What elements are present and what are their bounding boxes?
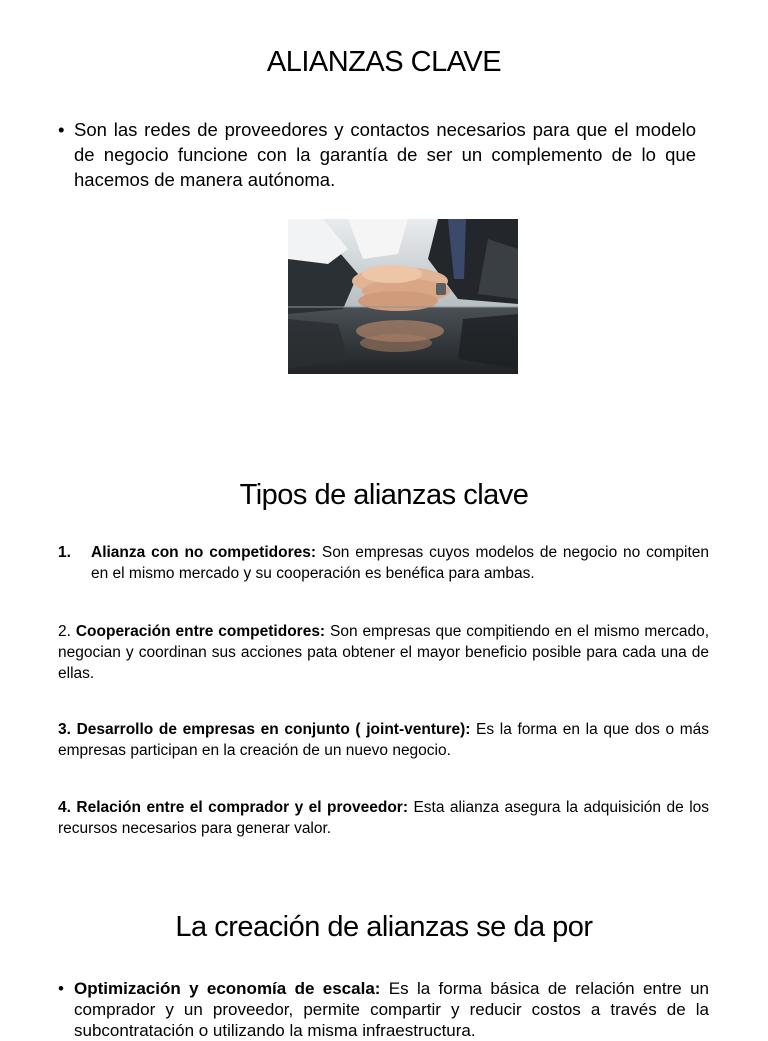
- item-description: Son empresas cuyos modelos de negocio no compiten en el mismo mercado y su cooperación es benéfica para ambas.: [91, 544, 709, 582]
- item-description: Esta alianza asegura la adquisición de los recursos necesarios para generar valor.: [58, 799, 710, 837]
- slide-title-creacion: La creación de alianzas se da por: [175, 911, 593, 943]
- item-term: Relación entre el comprador y el proveedor:: [76, 799, 409, 816]
- item-description: Es la forma en la que dos o más empresas participan en la creación de un nuevo negocio.: [58, 721, 710, 759]
- item-description: Son empresas que compitiendo en el mismo mercado, negocian y coordinan sus acciones pata obtener el mayor beneficio posible para cada una de ellas.: [58, 623, 710, 682]
- slide-title-alianzas-clave: ALIANZAS CLAVE: [266, 46, 502, 78]
- item-number: 2.: [58, 623, 76, 640]
- item-number: 3.: [58, 721, 77, 738]
- item-number: 1.: [58, 544, 71, 561]
- item-term: Cooperación entre competidores:: [75, 623, 326, 640]
- bullet-icon: •: [58, 119, 65, 140]
- alliance-type-1: [58, 542, 709, 584]
- alliance-type-4: [58, 797, 709, 839]
- slide-title-tipos: Tipos de alianzas clave: [239, 479, 529, 511]
- item-number: 4.: [58, 799, 77, 816]
- alliance-type-3: [58, 719, 709, 761]
- bullet-description: Es la forma básica de relación entre un comprador y un proveedor, permite compartir y reducir costos a través de la subcontratación o utilizando la misma infraestructura.: [74, 979, 709, 1040]
- bullet-term: Optimización y economía de escala:: [74, 979, 381, 998]
- alliance-type-2: [58, 621, 709, 684]
- bullet-icon: •: [58, 979, 64, 998]
- item-term: Desarrollo de empresas en conjunto ( joint-venture):: [76, 721, 471, 738]
- teamwork-hands-image: [288, 219, 518, 374]
- creation-bullet: [58, 978, 709, 1041]
- item-term: Alianza con no competidores:: [91, 544, 317, 561]
- definition-bullet: [58, 117, 696, 192]
- hands-together-photo: [288, 219, 518, 374]
- definition-text: Son las redes de proveedores y contactos necesarios para que el modelo de negocio funcione con la garantía de ser un complemento de lo que hacemos de manera autónoma.: [74, 119, 696, 190]
